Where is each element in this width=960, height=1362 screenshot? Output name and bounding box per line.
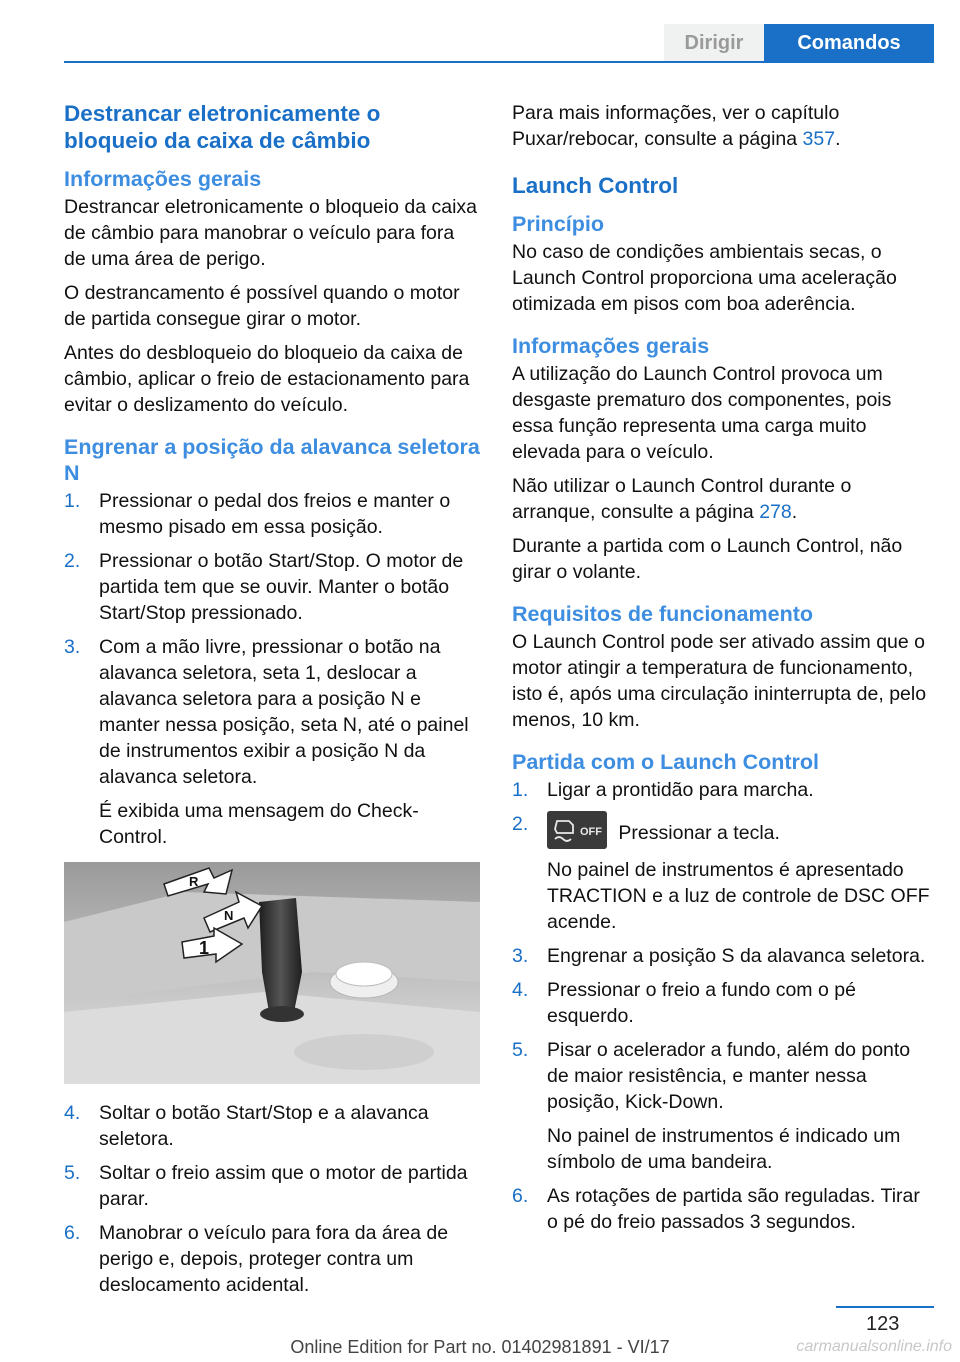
step-text: Manobrar o veículo para fora da área de perigo e, depois, proteger contra um deslocamento acidental. bbox=[99, 1222, 449, 1296]
watermark: carmanualsonline.info bbox=[796, 1338, 952, 1355]
subheading-general-info: Informações gerais bbox=[64, 167, 262, 191]
step-note: No painel de instrumentos é apresentado TRACTION e a luz de controle de DSC OFF acende. bbox=[547, 859, 930, 933]
page-link-357[interactable]: 357 bbox=[802, 128, 836, 150]
subheading-principle: Princípio bbox=[512, 212, 604, 236]
arrow-label-n: N bbox=[224, 908, 234, 923]
subheading-start-launch-control: Partida com o Launch Control bbox=[512, 750, 819, 774]
arrow-label-r: R bbox=[189, 874, 199, 889]
paragraph bbox=[512, 473, 932, 525]
text: Não utilizar o Launch Control durante o arranque, consulte a página bbox=[512, 475, 852, 523]
step-text: Ligar a prontidão para marcha. bbox=[547, 779, 814, 801]
list-item bbox=[512, 977, 932, 1029]
paragraph: Antes do desbloqueio do bloqueio da caixa de câmbio, aplicar o freio de estacionamento para evitar o deslizamento do veículo. bbox=[64, 342, 470, 416]
edition-footer: Online Edition for Part no. 01402981891 - VI/17 bbox=[290, 1337, 670, 1357]
text: . bbox=[835, 128, 841, 150]
step-number: 3. bbox=[64, 636, 81, 658]
step-number: 5. bbox=[64, 1162, 81, 1184]
page-number: 123 bbox=[866, 1313, 900, 1335]
step-text: Pressionar a tecla. bbox=[613, 822, 780, 844]
gear-selector-illustration bbox=[64, 862, 480, 1084]
subheading-general-info: Informações gerais bbox=[512, 334, 710, 358]
step-number: 2. bbox=[512, 813, 529, 835]
tab-dirigir[interactable]: Dirigir bbox=[664, 24, 764, 62]
step-number: 1. bbox=[512, 779, 529, 801]
paragraph: O Launch Control pode ser ativado assim que o motor atingir a temperatura de funcionamento, isto é, após uma circulação ininterrupta de, pelo menos, 10 km. bbox=[512, 631, 927, 731]
list-item bbox=[512, 1183, 932, 1235]
list-item bbox=[64, 488, 480, 540]
step-text: Soltar o botão Start/Stop e a alavanca seletora. bbox=[99, 1102, 429, 1150]
text: Para mais informações, ver o capítulo Puxar/rebocar, consulte a página bbox=[512, 102, 840, 150]
step-number: 4. bbox=[512, 979, 529, 1001]
subheading-engage-n: Engrenar a posição da alavanca seletora N bbox=[64, 435, 480, 485]
header-divider bbox=[64, 61, 934, 63]
paragraph: Destrancar eletronicamente o bloqueio da caixa de câmbio para manobrar o veículo para fora de uma área de perigo. bbox=[64, 196, 477, 270]
footer-divider bbox=[836, 1306, 934, 1308]
step-number: 6. bbox=[64, 1222, 81, 1244]
arrow-label-1: 1 bbox=[199, 938, 210, 958]
header-tabs bbox=[664, 24, 934, 62]
left-column bbox=[64, 100, 480, 1306]
step-text: Pressionar o freio a fundo com o pé esquerdo. bbox=[547, 979, 856, 1027]
launch-steps-list bbox=[512, 777, 932, 1235]
list-item bbox=[64, 634, 480, 850]
paragraph-tow-reference bbox=[512, 100, 932, 152]
step-text: Soltar o freio assim que o motor de partida parar. bbox=[99, 1162, 468, 1210]
section-title-launch-control: Launch Control bbox=[512, 173, 679, 198]
page-link-278[interactable]: 278 bbox=[759, 501, 792, 523]
step-text: Com a mão livre, pressionar o botão na alavanca seletora, seta 1, deslocar a alavanca seletora para a posição N e manter nessa posição, seta N, até o painel de instrumentos exibir a posição N da alavanca seletora. bbox=[99, 636, 469, 788]
right-column bbox=[512, 100, 932, 1243]
step-text: Pressionar o pedal dos freios e manter o mesmo pisado em essa posição. bbox=[99, 490, 451, 538]
list-item bbox=[64, 1220, 480, 1298]
step-number: 6. bbox=[512, 1185, 529, 1207]
steps-list-continued bbox=[64, 1100, 480, 1298]
paragraph: O destrancamento é possível quando o motor de partida consegue girar o motor. bbox=[64, 282, 460, 330]
step-number: 3. bbox=[512, 945, 529, 967]
text: . bbox=[791, 501, 798, 523]
step-number: 2. bbox=[64, 550, 81, 572]
step-text: Engrenar a posição S da alavanca seletora. bbox=[547, 945, 926, 967]
paragraph: No caso de condições ambientais secas, o Launch Control proporciona uma aceleração otimizada em pisos com boa aderência. bbox=[512, 241, 897, 315]
list-item bbox=[512, 1037, 932, 1175]
step-number: 4. bbox=[64, 1102, 81, 1124]
list-item bbox=[64, 1160, 480, 1212]
paragraph: A utilização do Launch Control provoca um desgaste prematuro dos componentes, pois essa função representa uma carga muito elevada para o veículo. bbox=[512, 363, 892, 463]
step-text: As rotações de partida são reguladas. Tirar o pé do freio passados 3 segundos. bbox=[547, 1185, 920, 1233]
subheading-requirements: Requisitos de funcionamento bbox=[512, 602, 814, 626]
paragraph: Durante a partida com o Launch Control, não girar o volante. bbox=[512, 535, 903, 583]
steps-list bbox=[64, 488, 480, 850]
list-item bbox=[64, 1100, 480, 1152]
step-note: No painel de instrumentos é indicado um símbolo de uma bandeira. bbox=[547, 1125, 901, 1173]
step-text: Pisar o acelerador a fundo, além do ponto de maior resistência, e manter nessa posição, Kick-Down. bbox=[547, 1039, 911, 1113]
step-number: 5. bbox=[512, 1039, 529, 1061]
step-note: É exibida uma mensagem do Check-Control. bbox=[99, 800, 419, 848]
list-item bbox=[64, 548, 480, 626]
list-item bbox=[512, 943, 932, 969]
list-item bbox=[512, 777, 932, 803]
icon-off-label: OFF bbox=[580, 826, 602, 838]
step-number: 1. bbox=[64, 490, 81, 512]
step-text: Pressionar o botão Start/Stop. O motor de partida tem que se ouvir. Manter o botão Start/Stop pressionado. bbox=[99, 550, 464, 624]
dsc-off-button-icon bbox=[547, 811, 607, 849]
section-title-unlock: Destrancar eletronicamente o bloqueio da caixa de câmbio bbox=[64, 101, 381, 153]
list-item bbox=[512, 811, 932, 935]
tab-comandos[interactable]: Comandos bbox=[764, 24, 934, 62]
